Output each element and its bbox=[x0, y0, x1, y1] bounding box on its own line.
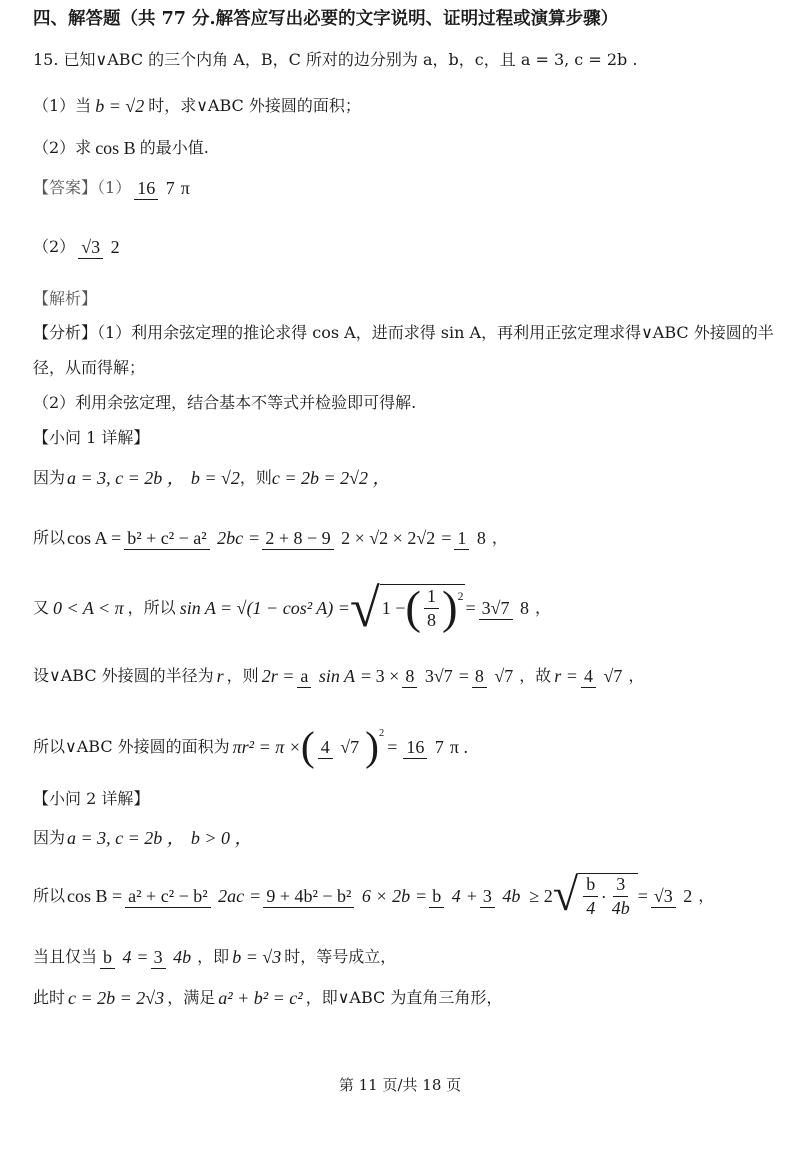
p2l2-f2-den: 6 × 2b bbox=[361, 885, 411, 906]
p1l2-f2-num: 2 + 8 − 9 bbox=[262, 528, 333, 550]
p2l2-prefix: 所以 bbox=[33, 886, 66, 905]
part1-header bbox=[33, 426, 780, 450]
p1l3-so: ，所以 bbox=[127, 598, 176, 617]
answer-2-numerator: √3 bbox=[78, 237, 103, 259]
part1-line-4: 设∨ABC 外接圆的半径为 r ，则 2r = a sin A = 3 × 8 3√7 = 8 √7 ，故 r = 4 √7 ， bbox=[33, 665, 645, 686]
p1l1-c-value: c = 2b = 2√2 ， bbox=[271, 468, 391, 488]
p2l3-fraction-1 bbox=[100, 947, 135, 968]
answer-1-pi: π bbox=[180, 178, 190, 198]
p1l5-result-num: 16 bbox=[403, 737, 427, 759]
part1-line-3: 又 0 < A < π ，所以 sin A = √(1 − cos² A) = √ 1 − ( $\frac{1}{8}$ ) 2 = 3√7 8 ， bbox=[33, 577, 552, 638]
p1l4-f3-den: √7 bbox=[494, 665, 514, 686]
p2l2-fraction-3 bbox=[429, 886, 464, 907]
big-radical-icon: √ bbox=[349, 577, 380, 638]
p1l1-given: a = 3, c = 2b ， bbox=[67, 468, 185, 488]
p2l2-geq-2: ≥ 2 bbox=[529, 886, 553, 906]
p1l5-prefix: 所以∨ABC 外接圆的面积为 bbox=[33, 737, 230, 756]
p1l4-end: ， bbox=[628, 666, 645, 685]
q1-equation: b = √2 bbox=[95, 96, 145, 116]
p2l4-prefix: 此时 bbox=[33, 988, 66, 1007]
page-footer bbox=[0, 1074, 800, 1096]
p2l2-f4-num: 3 bbox=[480, 886, 495, 908]
p2l2-result-den: 2 bbox=[683, 885, 693, 906]
p2l3-f1-den: 4 bbox=[122, 946, 132, 967]
p1l5-pi-r2: πr² = π × bbox=[232, 737, 301, 757]
p1l5-inner-num: 4 bbox=[318, 737, 333, 759]
p1l1-prefix: 因为 bbox=[33, 468, 66, 487]
part1-line-1 bbox=[33, 466, 780, 490]
p2l2-s1-fraction bbox=[583, 874, 598, 918]
p1l4-f1-den: sin A bbox=[318, 665, 356, 686]
p2l3-b-value: b = √3 bbox=[232, 947, 282, 967]
p1l2-end: ， bbox=[491, 528, 508, 547]
p2l2-f2-num: 9 + 4b² − b² bbox=[263, 886, 354, 908]
p1l3-sinA: sin A = √(1 − cos² A) = bbox=[179, 598, 350, 618]
p1l4-r: r bbox=[216, 666, 224, 686]
p1l2-prefix: 所以 bbox=[33, 528, 66, 547]
p2l3-equals: = bbox=[137, 947, 148, 967]
p2l2-s1-den: 4 bbox=[586, 898, 596, 918]
right-paren-icon: ) bbox=[365, 723, 379, 770]
question-1 bbox=[33, 94, 780, 118]
p2l2-fraction-2 bbox=[263, 886, 413, 907]
p1l3-inner-fraction bbox=[424, 586, 439, 630]
p1l3-prefix: 又 bbox=[33, 598, 50, 617]
section-title-text: 四、解答题（共 77 分.解答应写出必要的文字说明、证明过程或演算步骤） bbox=[33, 9, 619, 29]
section-title bbox=[33, 7, 780, 31]
p1l4-f2-num: 8 bbox=[402, 666, 417, 688]
p2l2-f4-den: 4b bbox=[502, 885, 521, 906]
p2l1-b-positive: b > 0 ， bbox=[190, 828, 253, 848]
p1l2-fraction-3 bbox=[454, 528, 489, 549]
p1l3-inner-num: 1 bbox=[424, 586, 439, 609]
q2-equation: cos B bbox=[95, 138, 136, 158]
q1-prefix: （1）当 bbox=[33, 96, 92, 115]
analysis-label bbox=[33, 287, 780, 311]
p1l4-f2-den: 3√7 bbox=[424, 665, 453, 686]
p1l5-exponent: 2 bbox=[379, 728, 385, 739]
p1l4-prefix: 设∨ABC 外接圆的半径为 bbox=[33, 666, 214, 685]
p1l5-result-fraction bbox=[403, 737, 447, 758]
p1l4-then: ，则 bbox=[226, 666, 259, 685]
p1l2-fraction-1 bbox=[124, 528, 246, 549]
p1l3-result-num: 3√7 bbox=[479, 598, 513, 620]
p2l4-pythagoras: a² + b² = c² bbox=[218, 988, 303, 1008]
p1l2-f2-den: 2 × √2 × 2√2 bbox=[341, 527, 436, 548]
p2l2-radicand bbox=[578, 873, 638, 918]
p2l2-f1-den: 2ac bbox=[218, 885, 245, 906]
p2l2-cosB: cos B = bbox=[67, 886, 123, 906]
p1l3-radicand bbox=[380, 582, 466, 635]
p1l2-fraction-2 bbox=[262, 528, 438, 549]
analysis-line-2 bbox=[33, 356, 780, 380]
analysis-label-text: 【解析】 bbox=[33, 289, 98, 308]
p1l4-fraction-4 bbox=[581, 666, 625, 687]
part2-line-2: 所以 cos B = a² + c² − b² 2ac = 9 + 4b² − b² 6 × 2b = b 4 + 3 4b ≥ 2 √ $\frac{b}{4}$ · $\frac{3}{4b}$ = √3 2 ， bbox=[33, 869, 715, 921]
p2l3-fraction-2 bbox=[151, 947, 195, 968]
p1l2-f3-num: 1 bbox=[454, 528, 469, 550]
p1l2-f1-den: 2bc bbox=[217, 527, 244, 548]
p1l5-inner-fraction bbox=[318, 737, 362, 758]
p2l2-f1-num: a² + c² − b² bbox=[125, 886, 210, 908]
p2l2-result-fraction bbox=[651, 886, 695, 907]
q2-prefix: （2）求 bbox=[33, 138, 92, 157]
part2-header bbox=[33, 787, 780, 811]
p1l3-result-fraction bbox=[479, 598, 532, 619]
p1l4-times-3: = 3 × bbox=[361, 666, 400, 686]
p1l4-f4-num: 4 bbox=[581, 666, 596, 688]
part1-header-text: 【小问 1 详解】 bbox=[33, 428, 150, 447]
p1l4-fraction-1 bbox=[297, 666, 358, 687]
p1l3-exponent: 2 bbox=[457, 590, 464, 604]
part1-line-5: 所以∨ABC 外接圆的面积为 πr² = π × ( 4 √7 ) 2 = 16 7 π . bbox=[33, 723, 468, 770]
q2-text: 的最小值. bbox=[139, 138, 209, 157]
p2l2-fraction-4 bbox=[480, 886, 524, 907]
answer-1 bbox=[33, 166, 780, 210]
p2l3-namely: ，即 bbox=[197, 947, 230, 966]
p2l1-given: a = 3, c = 2b ， bbox=[67, 828, 185, 848]
p1l4-2r: 2r = bbox=[261, 666, 295, 686]
p2l3-f1-num: b bbox=[100, 947, 115, 969]
part2-line-4 bbox=[33, 986, 780, 1010]
q1-text: 时，求∨ABC 外接圆的面积； bbox=[148, 96, 361, 115]
p1l4-f4-den: √7 bbox=[603, 665, 623, 686]
p1l2-f1-num: b² + c² − a² bbox=[124, 528, 209, 550]
p2l1-prefix: 因为 bbox=[33, 828, 66, 847]
part2-line-3 bbox=[33, 934, 780, 980]
p1l4-fraction-2 bbox=[402, 666, 455, 687]
p2l2-result-num: √3 bbox=[651, 886, 676, 908]
page-number: 第 11 页/共 18 页 bbox=[338, 1076, 462, 1094]
p2l2-fraction-1 bbox=[125, 886, 247, 907]
p2l2-f3-den: 4 bbox=[451, 885, 461, 906]
p1l4-f3-num: 8 bbox=[472, 666, 487, 688]
p1l4-f1-num: a bbox=[297, 666, 311, 688]
p2l2-s1-num: b bbox=[583, 874, 598, 897]
p1l5-inner-den: √7 bbox=[340, 736, 360, 757]
problem-stem-text: 15. 已知∨ABC 的三个内角 A，B，C 所对的边分别为 a，b，c，且 a = 3, c = 2b . bbox=[33, 50, 638, 69]
part1-line-2: 所以 cos A = b² + c² − a² 2bc = 2 + 8 − 9 2 × √2 × 2√2 = 1 8 ， bbox=[33, 527, 508, 548]
p2l3-f2-den: 4b bbox=[173, 946, 192, 967]
p2l4-text: ，即∨ABC 为直角三角形， bbox=[305, 988, 503, 1007]
analysis-text-2: 径，从而得解； bbox=[33, 358, 146, 377]
big-radical-icon: √ bbox=[552, 869, 579, 921]
left-paren-icon: ( bbox=[405, 582, 422, 635]
p2l3-text: 时，等号成立， bbox=[284, 947, 397, 966]
analysis-text-3: （2）利用余弦定理，结合基本不等式并检验即可得解. bbox=[33, 393, 417, 412]
p1l4-hence: ，故 bbox=[519, 666, 552, 685]
answer-1-numerator: 16 bbox=[134, 178, 158, 200]
p1l1-b-value: b = √2 bbox=[190, 468, 240, 488]
p1l5-end: π . bbox=[449, 737, 468, 757]
p2l2-end: ， bbox=[698, 886, 715, 905]
answer-2-fraction bbox=[78, 237, 122, 258]
p1l4-r-eq: r = bbox=[554, 666, 578, 686]
p1l1-then: ，则 bbox=[239, 468, 272, 487]
answer-2-denominator: 2 bbox=[110, 236, 120, 257]
left-paren-icon: ( bbox=[300, 723, 315, 770]
p2l2-s2-num: 3 bbox=[613, 874, 628, 897]
p1l2-cosA: cos A = bbox=[67, 528, 122, 548]
p1l2-f3-den: 8 bbox=[476, 527, 486, 548]
answer-1-denominator: 7 bbox=[165, 177, 175, 198]
analysis-line-3 bbox=[33, 391, 780, 415]
right-paren-icon: ) bbox=[442, 582, 458, 635]
answer-label: 【答案】（1） bbox=[33, 178, 132, 197]
p2l2-f3-num: b bbox=[429, 886, 444, 908]
question-2 bbox=[33, 136, 780, 160]
analysis-text-1: 【分析】（1）利用余弦定理的推论求得 cos A，进而求得 sin A，再利用正弦定理求得∨ABC 外接圆的半 bbox=[33, 323, 774, 342]
p1l3-end: ， bbox=[535, 598, 552, 617]
p2l2-plus: + bbox=[466, 886, 477, 906]
p2l2-dot: · bbox=[601, 886, 606, 907]
p2l2-s2-den: 4b bbox=[611, 898, 630, 918]
p1l3-one-minus: 1 − bbox=[381, 598, 406, 619]
p1l3-result-den: 8 bbox=[520, 597, 529, 618]
p1l3-condition: 0 < A < π bbox=[53, 598, 124, 618]
p2l4-c-value: c = 2b = 2√3 bbox=[68, 988, 165, 1008]
analysis-line-1 bbox=[33, 321, 780, 345]
p2l4-satisfies: ，满足 bbox=[167, 988, 216, 1007]
answer-1-fraction bbox=[134, 178, 178, 199]
part2-line-1 bbox=[33, 826, 780, 850]
answer-2 bbox=[33, 222, 780, 272]
p1l3-inner-den: 8 bbox=[427, 609, 437, 630]
p1l4-fraction-3 bbox=[472, 666, 516, 687]
answer-2-label: （2） bbox=[33, 237, 76, 256]
p2l3-f2-num: 3 bbox=[151, 947, 166, 969]
part2-header-text: 【小问 2 详解】 bbox=[33, 789, 150, 808]
problem-stem bbox=[33, 48, 780, 72]
p2l3-prefix: 当且仅当 bbox=[33, 947, 98, 966]
p2l2-s2-fraction bbox=[609, 874, 633, 918]
p1l5-result-den: 7 bbox=[434, 736, 444, 757]
